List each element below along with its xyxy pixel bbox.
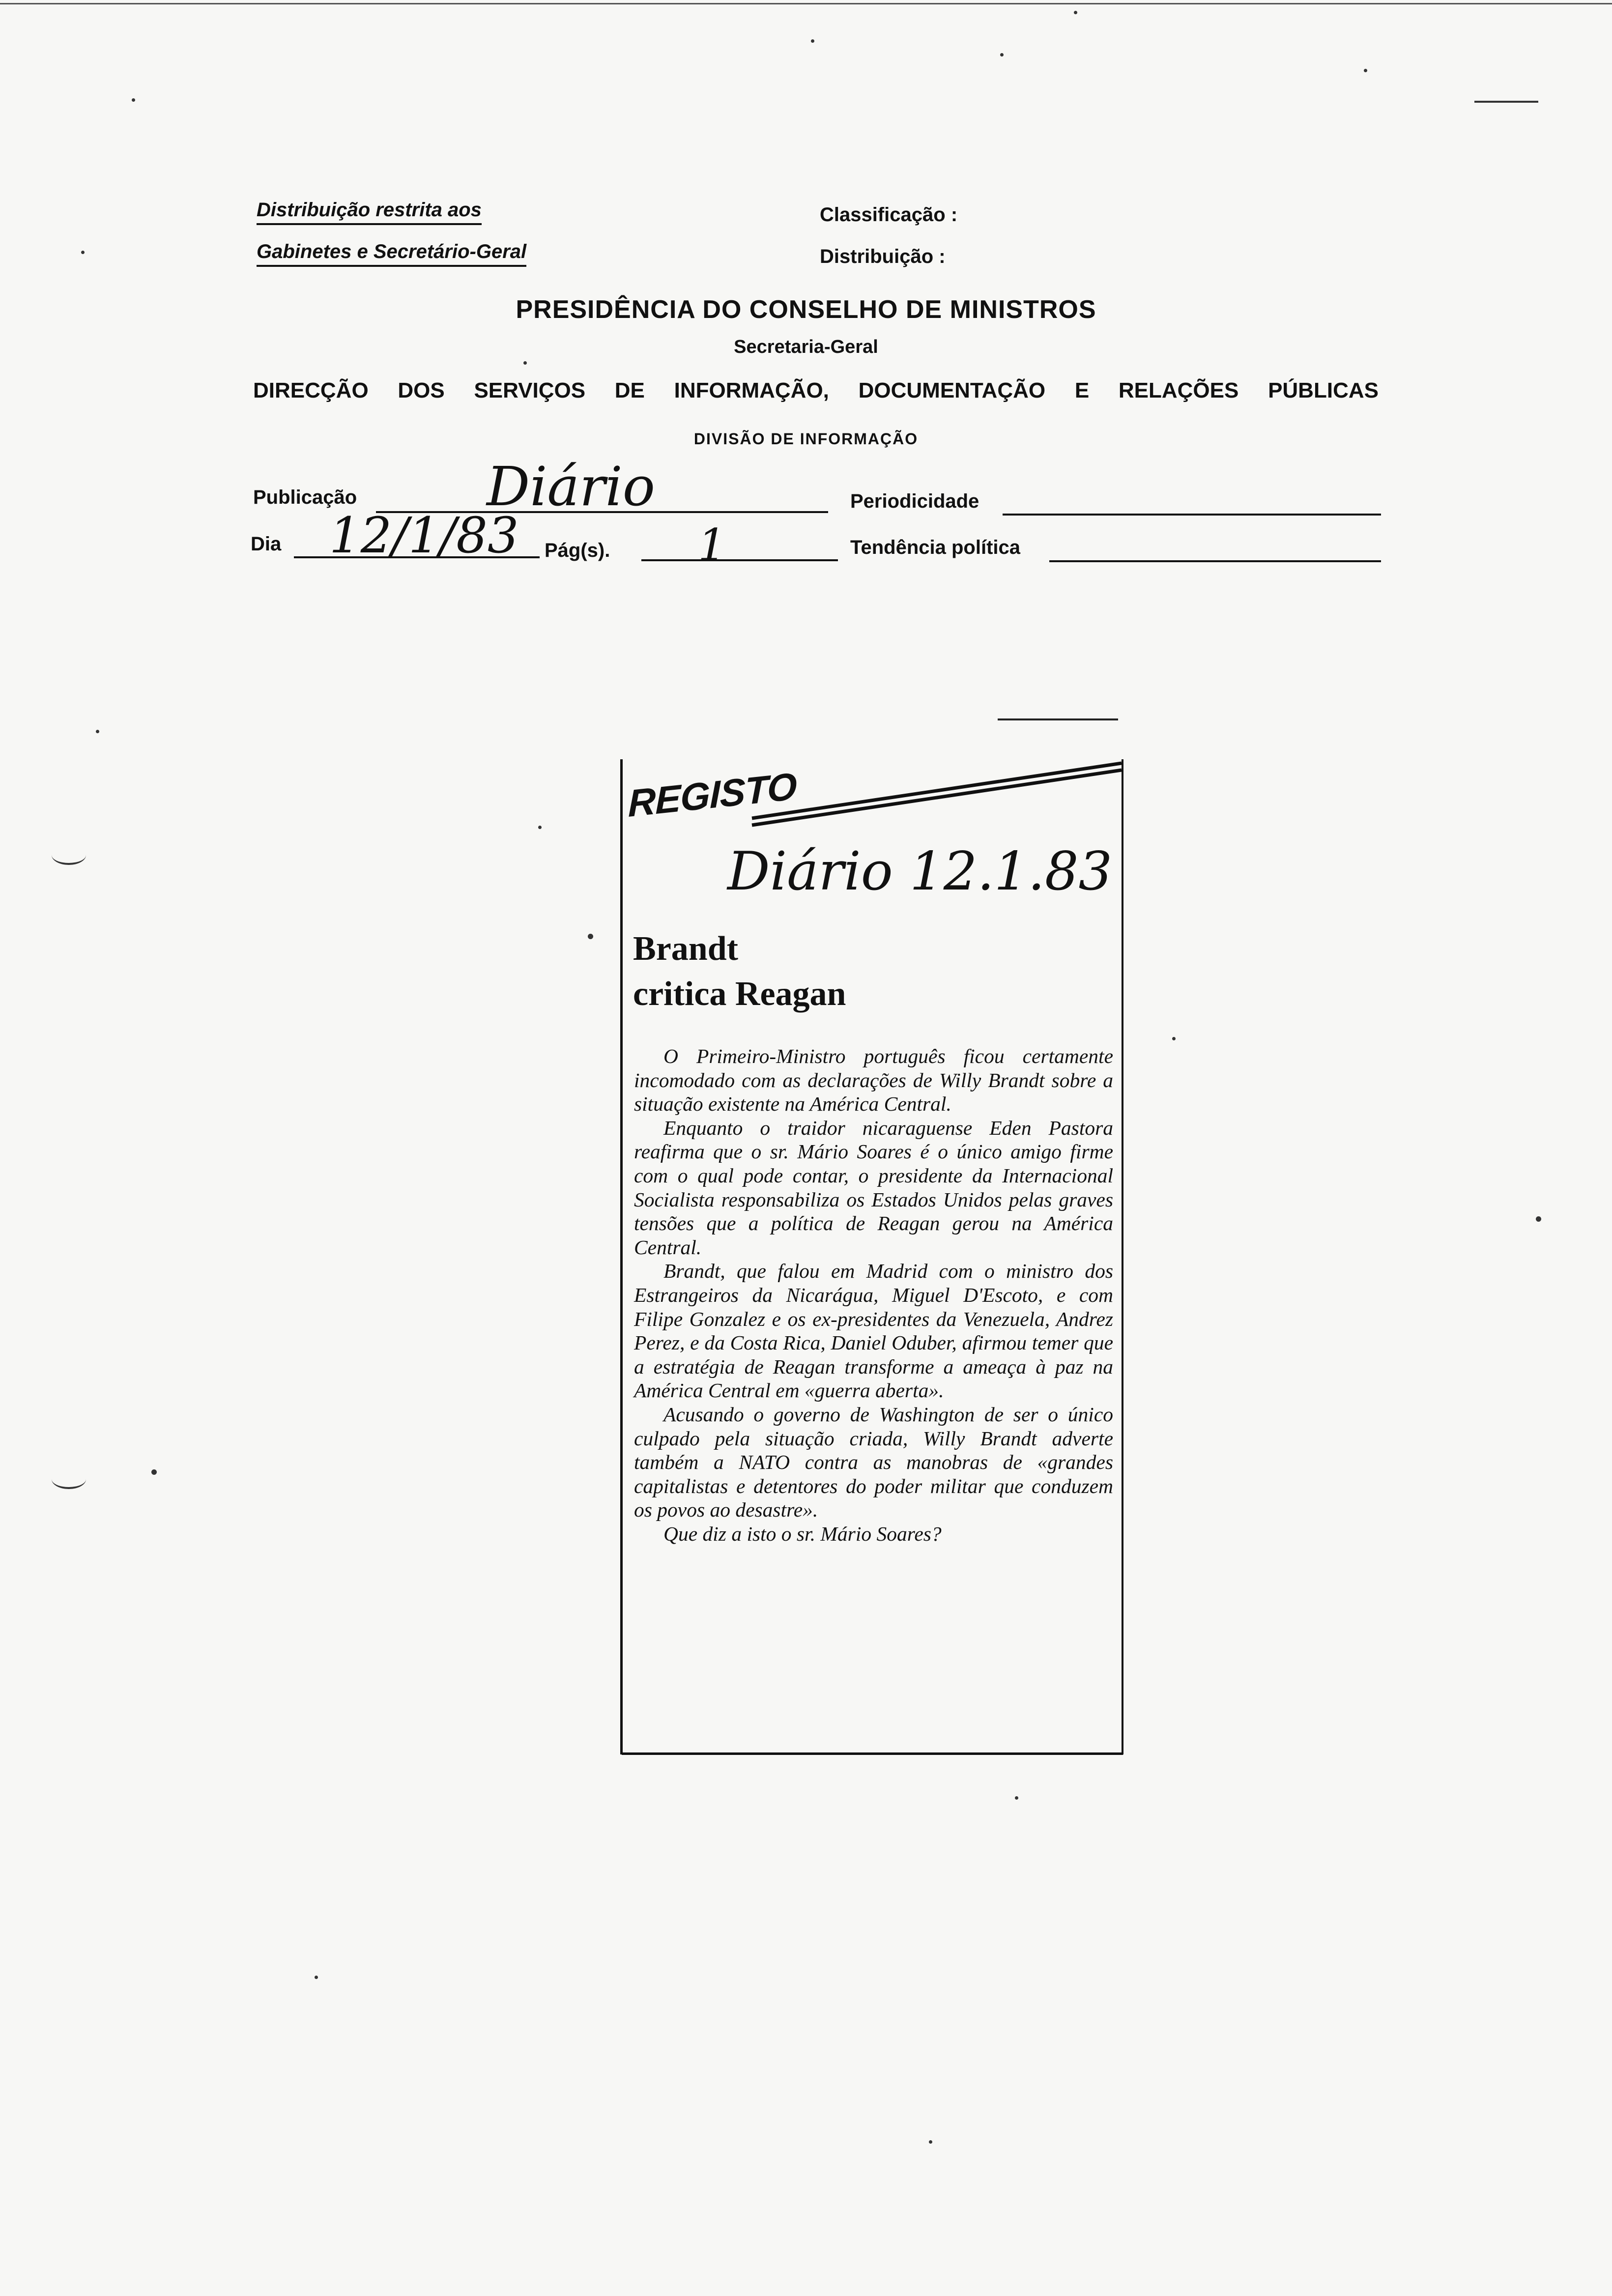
- political-tendency-line: [1049, 560, 1381, 562]
- scan-speck: [151, 1469, 157, 1475]
- scan-speck: [523, 361, 527, 365]
- headline-line1: Brandt: [633, 930, 738, 968]
- article-paragraph: Enquanto o traidor nicaraguense Eden Pastora reafirma que o sr. Mário Soares é o único amigo firme com o qual pode contar, o presidente da Internacional Socialista responsabiliza os Estados Unidos pelas graves tensões que a política de Reagan gerou na América Central.: [634, 1116, 1113, 1259]
- department-name: [253, 378, 1379, 403]
- organization-title: PRESIDÊNCIA DO CONSELHO DE MINISTROS: [516, 295, 1096, 324]
- pages-label: Pág(s).: [545, 540, 610, 561]
- department-word: SERVIÇOS: [474, 378, 586, 402]
- scan-speck: [132, 98, 135, 102]
- scan-speck: [1015, 1796, 1018, 1800]
- scan-speck: [588, 934, 593, 939]
- department-word: PÚBLICAS: [1268, 378, 1379, 402]
- scan-speck: [1000, 53, 1004, 57]
- article-headline: [633, 926, 846, 1017]
- section-label: REGISTO: [628, 764, 797, 825]
- political-tendency-label: Tendência política: [850, 537, 1020, 558]
- clipping-edge: [998, 718, 1118, 720]
- scan-speck: [1536, 1216, 1541, 1222]
- scan-speck: [96, 730, 99, 733]
- clipping-border-bottom: [622, 1752, 1123, 1755]
- department-word: RELAÇÕES: [1118, 378, 1239, 402]
- periodicity-line: [1003, 514, 1381, 516]
- clipping-border-right: [1122, 759, 1123, 1754]
- scan-speck: [1364, 69, 1367, 72]
- day-handwritten: 12/1/83: [329, 507, 519, 564]
- scan-speck: [538, 826, 542, 829]
- headline-line2: critica Reagan: [633, 975, 846, 1013]
- day-label: Dia: [251, 533, 282, 555]
- article-paragraph: O Primeiro-Ministro português ficou certamente incomodado com as declarações de Willy Brandt sobre a situação existente na América Central.: [634, 1045, 1113, 1116]
- department-word: DE: [614, 378, 645, 402]
- organization-subtitle: Secretaria-Geral: [734, 337, 878, 357]
- division-name: DIVISÃO DE INFORMAÇÃO: [693, 430, 919, 448]
- department-word: E: [1074, 378, 1090, 402]
- periodicity-label: Periodicidade: [850, 490, 979, 512]
- publication-label: Publicação: [253, 487, 357, 508]
- article-body: [634, 1044, 1113, 1546]
- article-paragraph: Acusando o governo de Washington de ser o único culpado pela situação criada, Willy Brandt adverte também a NATO contra as manobras de «grandes capitalistas e detentores do poder militar que conduzem os povos ao desastre».: [634, 1403, 1113, 1521]
- scan-speck: [811, 39, 814, 43]
- restricted-distribution-line2: Gabinetes e Secretário-Geral: [257, 241, 526, 267]
- clipping-border-left: [620, 759, 623, 1754]
- scan-mark: [1474, 101, 1538, 103]
- punch-hole-mark: [52, 1469, 86, 1489]
- scan-speck: [81, 251, 85, 254]
- scan-speck: [1074, 11, 1077, 14]
- article-paragraph: Que diz a isto o sr. Mário Soares?: [663, 1522, 942, 1545]
- publication-handwritten: Diário: [487, 455, 655, 518]
- article-paragraph: Brandt, que falou em Madrid com o ministro dos Estrangeiros da Nicarágua, Miguel D'Escoto, e com Filipe Gonzalez e os ex-presidentes da Venezuela, Andrez Perez, e da Costa Rica, Daniel Oduber, afirmou temer que a estratégia de Reagan transforme a ameaça à paz na América Central em «guerra aberta».: [634, 1260, 1113, 1402]
- scan-edge-line: [0, 3, 1612, 4]
- department-word: DOS: [398, 378, 445, 402]
- scan-speck: [929, 2140, 932, 2144]
- restricted-distribution-line1: Distribuição restrita aos: [257, 199, 482, 225]
- classification-label: Classificação :: [820, 204, 958, 226]
- clipping-handwritten-note: Diário 12.1.83: [727, 841, 1113, 902]
- pages-handwritten: 1: [698, 519, 726, 571]
- scan-speck: [1172, 1037, 1176, 1040]
- pages-line: [641, 559, 838, 561]
- punch-hole-mark: [52, 845, 86, 865]
- distribution-label: Distribuição :: [820, 246, 946, 267]
- department-word: DOCUMENTAÇÃO: [858, 378, 1046, 402]
- department-word: DIRECÇÃO: [253, 378, 369, 402]
- department-word: INFORMAÇÃO,: [674, 378, 829, 402]
- scan-speck: [315, 1976, 318, 1979]
